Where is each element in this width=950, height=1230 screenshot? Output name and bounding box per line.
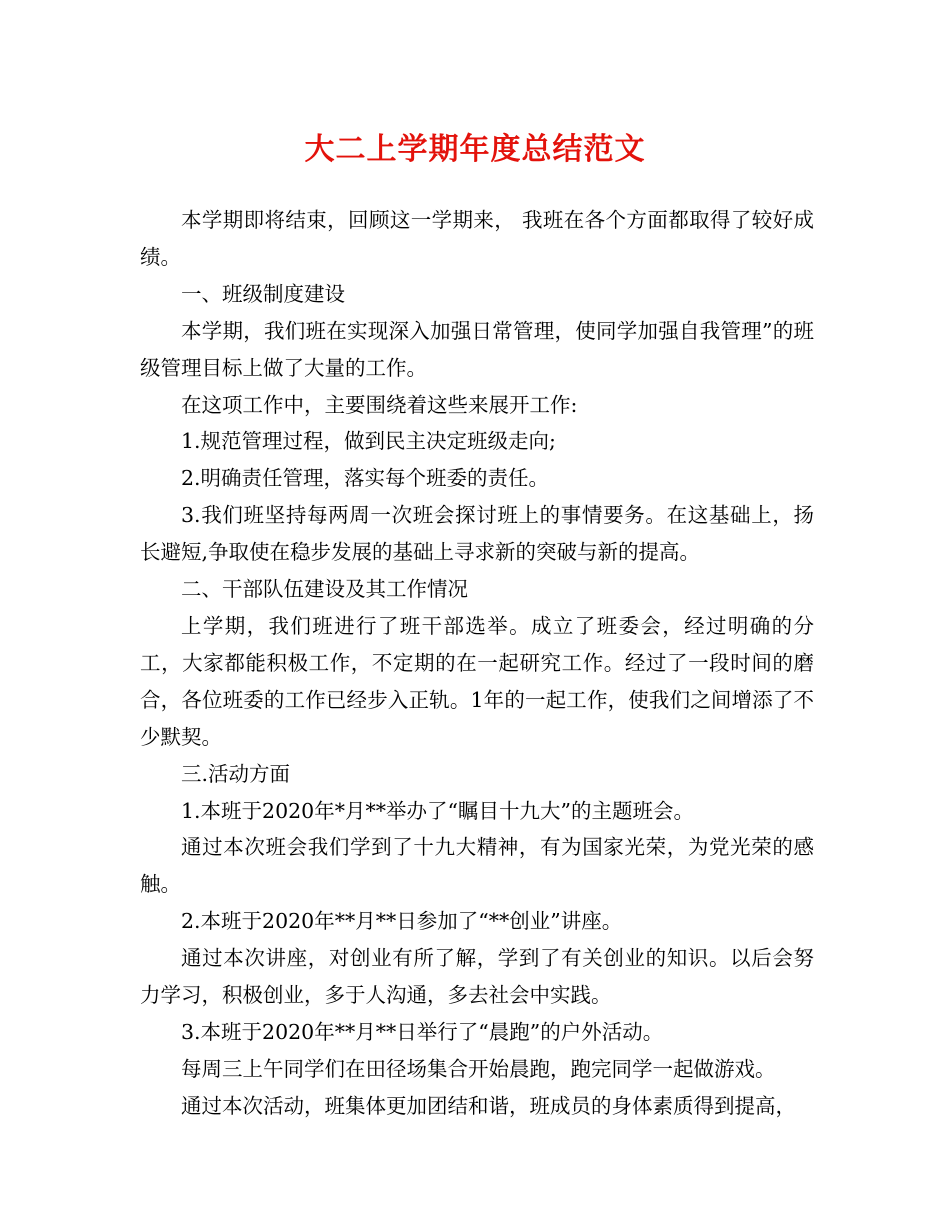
paragraph: 本学期，我们班在实现深入加强日常管理，使同学加强自我管理”的班级管理目标上做了大量的工作。 — [140, 318, 814, 380]
document-body — [140, 202, 814, 1125]
paragraph: 每周三上午同学们在田径场集合开始晨跑，跑完同学一起做游戏。 — [181, 1056, 776, 1081]
list-item: 1.本班于2020年*月**举办了“瞩目十九大”的主题班会。 — [181, 798, 694, 823]
list-item: 3.我们班坚持每两周一次班会探讨班上的事情要务。在这基础上，扬长避短,争取使在稳步发展的基础上寻求新的突破与新的提高。 — [140, 503, 814, 565]
section-heading-3: 三.活动方面 — [181, 761, 291, 786]
paragraph-intro: 本学期即将结束，回顾这一学期来， 我班在各个方面都取得了较好成绩。 — [140, 208, 814, 269]
list-item: 2.本班于2020年**月**日参加了“**创业”讲座。 — [181, 909, 623, 934]
list-item: 1.规范管理过程，做到民主决定班级走向; — [181, 429, 556, 454]
paragraph: 通过本次活动，班集体更加团结和谐，班成员的身体素质得到提高， — [181, 1093, 796, 1118]
paragraph: 通过本次班会我们学到了十九大精神，有为国家光荣，为党光荣的感触。 — [140, 835, 814, 897]
document-title: 大二上学期年度总结范文 — [304, 132, 646, 167]
section-heading-1: 一、班级制度建设 — [181, 281, 345, 306]
paragraph: 上学期，我们班进行了班干部选举。成立了班委会，经过明确的分工，大家都能积极工作，不定期的在一起研究工作。经过了一段时间的磨合，各位班委的工作已经步入正轨。1年的一起工作，使我们之间增添了不少默契。 — [140, 613, 814, 749]
paragraph: 在这项工作中，主要围绕着这些来展开工作: — [181, 392, 578, 417]
paragraph: 通过本次讲座，对创业有所了解，学到了有关创业的知识。以后会努力学习，积极创业，多于人沟通，多去社会中实践。 — [140, 946, 814, 1008]
list-item: 2.明确责任管理，落实每个班委的责任。 — [181, 466, 550, 491]
list-item: 3.本班于2020年**月**日举行了“晨跑”的户外活动。 — [181, 1019, 664, 1044]
section-heading-2: 二、干部队伍建设及其工作情况 — [181, 577, 468, 602]
